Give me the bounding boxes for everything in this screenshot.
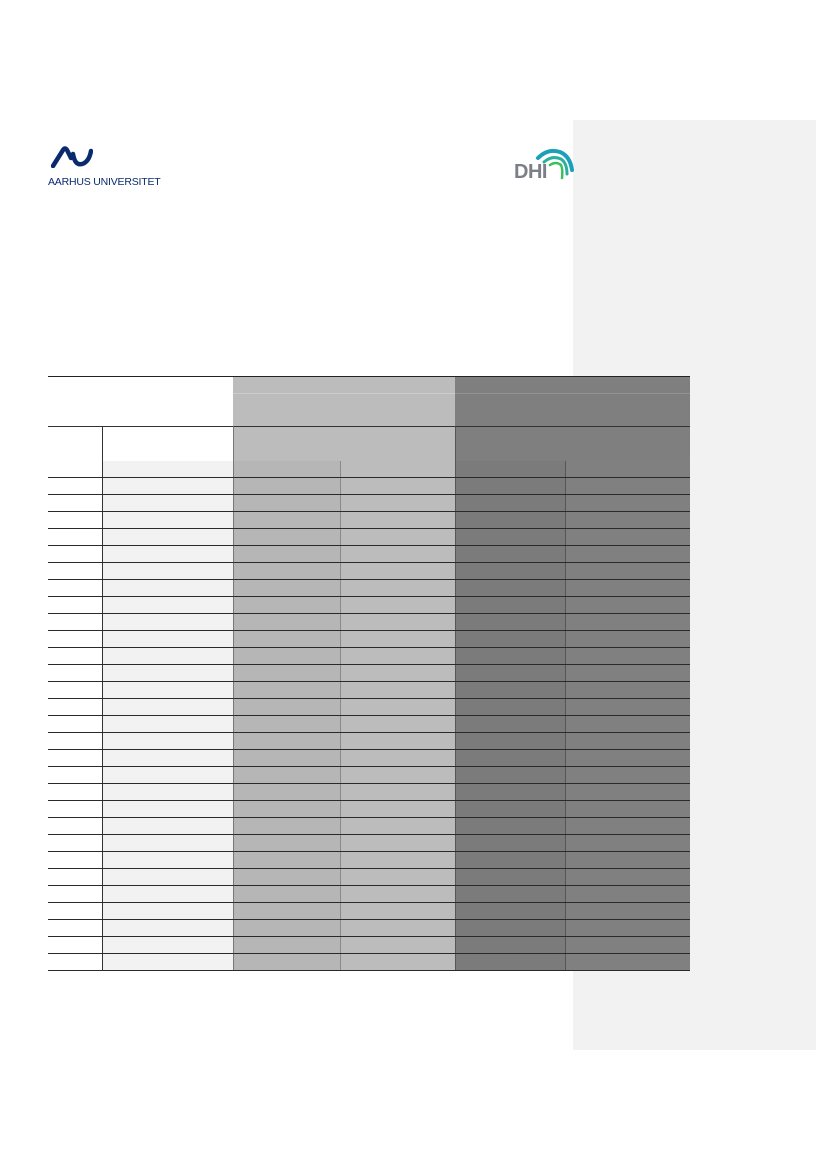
table-cell — [48, 478, 103, 494]
table-cell — [566, 495, 690, 511]
data-table — [48, 376, 690, 971]
table-row — [48, 902, 690, 919]
table-cell — [566, 478, 690, 494]
table-cell — [455, 954, 566, 970]
dhi-wave-logo-icon — [534, 148, 574, 182]
table-cell — [103, 920, 233, 936]
table-cell — [48, 665, 103, 681]
au-wave-logo-icon — [51, 146, 93, 168]
table-row — [48, 885, 690, 902]
table-cell — [103, 954, 233, 970]
table-row — [48, 698, 690, 715]
table-cell — [566, 852, 690, 868]
table-row — [48, 681, 690, 698]
table-row — [48, 953, 690, 971]
table-cell — [455, 852, 566, 868]
table-row — [48, 477, 690, 494]
table-row — [48, 919, 690, 936]
table-cell — [566, 835, 690, 851]
table-cell — [455, 461, 566, 477]
table-cell — [566, 512, 690, 528]
table-cell — [233, 767, 341, 783]
table-cell — [341, 580, 455, 596]
table-cell — [566, 784, 690, 800]
table-cell — [455, 750, 566, 766]
table-cell — [48, 835, 103, 851]
table-row — [48, 783, 690, 800]
table-row — [48, 766, 690, 783]
table-cell — [455, 682, 566, 698]
table-cell — [233, 733, 341, 749]
table-row — [48, 834, 690, 851]
table-row — [48, 749, 690, 766]
table-cell — [233, 954, 341, 970]
table-cell — [233, 716, 341, 732]
table-cell — [341, 784, 455, 800]
table-cell — [566, 954, 690, 970]
table-cell — [566, 597, 690, 613]
table-cell — [233, 869, 341, 885]
table-cell — [103, 461, 233, 477]
table-cell — [103, 716, 233, 732]
header-divider — [233, 393, 455, 394]
table-cell — [48, 512, 103, 528]
table-cell — [233, 580, 341, 596]
table-cell — [455, 767, 566, 783]
table-cell — [48, 682, 103, 698]
table-row — [48, 511, 690, 528]
table-cell — [48, 869, 103, 885]
table-cell — [48, 597, 103, 613]
table-row — [48, 800, 690, 817]
table-cell — [103, 529, 233, 545]
dhi-text: DHI — [514, 161, 547, 183]
table-cell — [103, 597, 233, 613]
table-cell — [233, 886, 341, 902]
table-cell — [341, 886, 455, 902]
table-cell — [341, 665, 455, 681]
table-cell — [48, 886, 103, 902]
header-divider — [455, 393, 690, 394]
table-cell — [566, 665, 690, 681]
table-cell — [233, 529, 341, 545]
table-cell — [341, 563, 455, 579]
table-cell — [455, 665, 566, 681]
table-cell — [233, 461, 341, 477]
aarhus-universitet-logo — [48, 146, 168, 191]
table-cell — [48, 733, 103, 749]
table-cell — [455, 648, 566, 664]
table-cell — [566, 903, 690, 919]
table-cell — [48, 784, 103, 800]
table-cell — [103, 767, 233, 783]
table-cell — [48, 529, 103, 545]
table-cell — [233, 835, 341, 851]
table-cell — [233, 699, 341, 715]
table-cell — [103, 801, 233, 817]
table-cell — [233, 478, 341, 494]
table-cell — [341, 937, 455, 953]
table-cell — [103, 614, 233, 630]
table-cell — [566, 614, 690, 630]
table-cell — [233, 597, 341, 613]
table-cell — [48, 903, 103, 919]
table-row — [48, 868, 690, 885]
table-cell — [48, 937, 103, 953]
table-header — [48, 376, 690, 460]
table-cell — [233, 818, 341, 834]
table-cell — [48, 648, 103, 664]
table-cell — [341, 920, 455, 936]
table-cell — [455, 869, 566, 885]
table-row — [48, 936, 690, 953]
group-header-blank — [48, 376, 233, 427]
table-cell — [103, 869, 233, 885]
table-body — [48, 460, 690, 971]
table-cell — [233, 784, 341, 800]
table-cell — [103, 733, 233, 749]
table-cell — [48, 716, 103, 732]
table-cell — [455, 563, 566, 579]
table-cell — [103, 835, 233, 851]
table-cell — [233, 920, 341, 936]
table-row — [48, 460, 690, 477]
table-cell — [341, 852, 455, 868]
table-cell — [455, 818, 566, 834]
table-cell — [341, 512, 455, 528]
table-cell — [455, 546, 566, 562]
table-cell — [455, 580, 566, 596]
table-cell — [341, 699, 455, 715]
table-cell — [455, 495, 566, 511]
table-cell — [103, 886, 233, 902]
table-cell — [233, 648, 341, 664]
table-cell — [455, 903, 566, 919]
table-row — [48, 528, 690, 545]
table-cell — [341, 495, 455, 511]
table-cell — [455, 835, 566, 851]
table-cell — [103, 750, 233, 766]
table-cell — [103, 648, 233, 664]
table-cell — [341, 631, 455, 647]
table-cell — [48, 920, 103, 936]
table-cell — [341, 648, 455, 664]
table-row — [48, 630, 690, 647]
table-cell — [103, 580, 233, 596]
dhi-logo — [514, 148, 576, 184]
table-cell — [48, 818, 103, 834]
table-cell — [233, 937, 341, 953]
table-cell — [566, 937, 690, 953]
table-cell — [455, 614, 566, 630]
table-cell — [233, 563, 341, 579]
table-row — [48, 715, 690, 732]
table-cell — [48, 563, 103, 579]
table-cell — [103, 546, 233, 562]
table-cell — [341, 818, 455, 834]
column-header — [233, 426, 342, 461]
table-cell — [48, 699, 103, 715]
table-row — [48, 613, 690, 630]
table-cell — [341, 903, 455, 919]
table-cell — [48, 614, 103, 630]
table-cell — [233, 852, 341, 868]
table-cell — [566, 920, 690, 936]
table-cell — [233, 546, 341, 562]
table-cell — [455, 631, 566, 647]
table-cell — [455, 937, 566, 953]
table-row — [48, 596, 690, 613]
table-cell — [233, 665, 341, 681]
table-cell — [566, 648, 690, 664]
table-row — [48, 664, 690, 681]
table-cell — [566, 869, 690, 885]
table-cell — [48, 801, 103, 817]
table-cell — [455, 699, 566, 715]
table-cell — [103, 699, 233, 715]
group-header-light — [233, 376, 455, 427]
table-cell — [341, 750, 455, 766]
column-header — [566, 426, 690, 461]
table-cell — [455, 512, 566, 528]
column-header — [341, 426, 455, 461]
table-cell — [341, 478, 455, 494]
table-cell — [103, 784, 233, 800]
table-cell — [455, 886, 566, 902]
table-cell — [48, 495, 103, 511]
table-cell — [103, 903, 233, 919]
table-cell — [566, 750, 690, 766]
table-cell — [48, 631, 103, 647]
table-cell — [566, 767, 690, 783]
table-cell — [103, 512, 233, 528]
table-cell — [566, 563, 690, 579]
table-row — [48, 579, 690, 596]
table-cell — [341, 954, 455, 970]
table-cell — [48, 546, 103, 562]
table-row — [48, 851, 690, 868]
column-header — [455, 426, 567, 461]
table-cell — [455, 733, 566, 749]
table-cell — [233, 614, 341, 630]
table-cell — [103, 478, 233, 494]
table-cell — [103, 937, 233, 953]
table-cell — [566, 461, 690, 477]
table-row — [48, 545, 690, 562]
table-cell — [341, 801, 455, 817]
table-cell — [566, 733, 690, 749]
table-cell — [566, 546, 690, 562]
table-row — [48, 732, 690, 749]
column-header — [103, 426, 233, 461]
table-row — [48, 494, 690, 511]
table-cell — [455, 784, 566, 800]
table-cell — [103, 563, 233, 579]
table-cell — [566, 886, 690, 902]
table-cell — [341, 546, 455, 562]
table-cell — [455, 920, 566, 936]
aarhus-universitet-text: AARHUS UNIVERSITET — [48, 176, 161, 188]
table-cell — [103, 631, 233, 647]
table-cell — [455, 478, 566, 494]
table-cell — [341, 597, 455, 613]
table-cell — [566, 716, 690, 732]
table-cell — [341, 614, 455, 630]
table-cell — [48, 954, 103, 970]
table-cell — [566, 529, 690, 545]
table-cell — [341, 733, 455, 749]
table-row — [48, 647, 690, 664]
table-cell — [566, 818, 690, 834]
table-cell — [233, 495, 341, 511]
table-cell — [233, 682, 341, 698]
table-cell — [455, 597, 566, 613]
table-cell — [233, 801, 341, 817]
table-cell — [233, 631, 341, 647]
table-row — [48, 562, 690, 579]
group-header-dark — [455, 376, 690, 427]
column-header — [48, 426, 103, 461]
table-cell — [103, 495, 233, 511]
table-cell — [48, 767, 103, 783]
table-cell — [103, 852, 233, 868]
table-cell — [48, 461, 103, 477]
table-cell — [341, 869, 455, 885]
table-cell — [103, 665, 233, 681]
table-cell — [566, 699, 690, 715]
table-cell — [341, 716, 455, 732]
table-cell — [455, 716, 566, 732]
table-cell — [341, 529, 455, 545]
table-row — [48, 817, 690, 834]
table-cell — [48, 750, 103, 766]
table-cell — [233, 512, 341, 528]
table-cell — [341, 835, 455, 851]
table-cell — [566, 580, 690, 596]
table-cell — [48, 852, 103, 868]
table-cell — [341, 461, 455, 477]
table-cell — [455, 801, 566, 817]
table-cell — [566, 801, 690, 817]
table-cell — [103, 818, 233, 834]
table-cell — [103, 682, 233, 698]
table-cell — [341, 767, 455, 783]
table-cell — [233, 903, 341, 919]
table-cell — [566, 682, 690, 698]
table-cell — [455, 529, 566, 545]
table-cell — [341, 682, 455, 698]
table-cell — [566, 631, 690, 647]
table-cell — [233, 750, 341, 766]
table-cell — [48, 580, 103, 596]
